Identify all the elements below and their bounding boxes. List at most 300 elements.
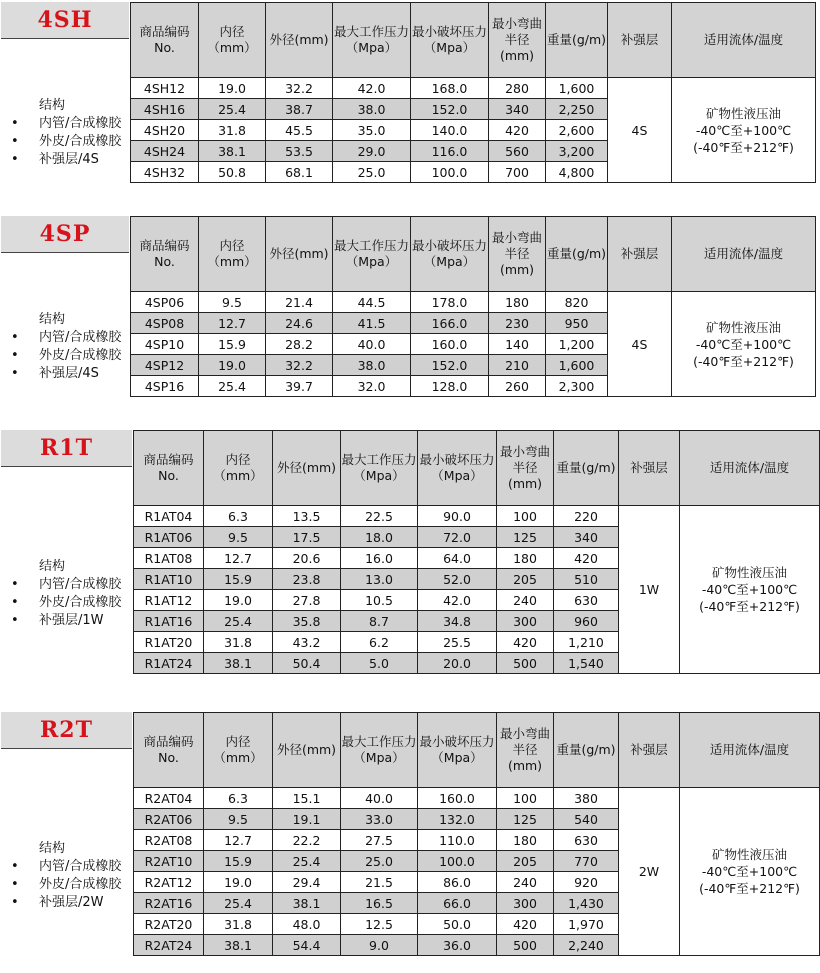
- cell-working-pressure: 25.0: [341, 851, 418, 872]
- cell-product-code: R2AT20: [134, 914, 204, 935]
- cell-weight: 960: [554, 611, 619, 632]
- cell-product-code: 4SP06: [131, 292, 199, 313]
- cell-burst-pressure: 72.0: [418, 527, 497, 548]
- header-bend-radius: 最小弯曲半径(mm): [489, 3, 546, 78]
- structure-reinforcement: [1, 365, 129, 383]
- spec-block: [1, 430, 817, 682]
- cell-outer-diameter: 50.4: [273, 653, 341, 674]
- cell-product-code: 4SH12: [131, 78, 199, 99]
- bullet: •: [11, 366, 19, 381]
- cell-product-code: R1AT20: [134, 632, 204, 653]
- cell-product-code: 4SH24: [131, 141, 199, 162]
- structure-cover: [1, 594, 132, 612]
- cell-working-pressure: 16.5: [341, 893, 418, 914]
- header-weight: 重量(g/m): [554, 431, 619, 506]
- header-inner-diameter: 内径（mm）: [199, 3, 266, 78]
- cell-burst-pressure: 86.0: [418, 872, 497, 893]
- cell-working-pressure: 9.0: [341, 935, 418, 956]
- header-working-pressure: 最大工作压力（Mpa）: [333, 3, 411, 78]
- cell-product-code: R1AT06: [134, 527, 204, 548]
- series-title: 4SP: [1, 216, 129, 253]
- header-working-pressure: 最大工作压力（Mpa）: [341, 713, 418, 788]
- cell-product-code: R2AT24: [134, 935, 204, 956]
- cell-product-code: R2AT06: [134, 809, 204, 830]
- cell-working-pressure: 13.0: [341, 569, 418, 590]
- table-row: [134, 506, 820, 527]
- cell-weight: 540: [554, 809, 619, 830]
- header-outer-diameter: 外径(mm): [266, 3, 333, 78]
- cell-outer-diameter: 25.4: [273, 851, 341, 872]
- header-outer-diameter: 外径(mm): [273, 431, 341, 506]
- cell-inner-diameter: 25.4: [204, 611, 273, 632]
- cell-bend-radius: 500: [497, 653, 554, 674]
- bullet: •: [11, 152, 19, 167]
- header-product-code: 商品编码No.: [131, 217, 199, 292]
- cell-inner-diameter: 38.1: [204, 935, 273, 956]
- structure-cover: [1, 347, 129, 365]
- header-outer-diameter: 外径(mm): [273, 713, 341, 788]
- header-inner-diameter: 内径（mm）: [204, 713, 273, 788]
- bullet: •: [11, 116, 19, 131]
- bullet: •: [11, 877, 19, 892]
- cell-weight: 1,210: [554, 632, 619, 653]
- fluid-temp-fahrenheit: (-40℉至+212℉): [693, 139, 794, 155]
- cell-inner-diameter: 25.4: [199, 376, 266, 397]
- cell-burst-pressure: 64.0: [418, 548, 497, 569]
- structure-inner-tube: [1, 858, 132, 876]
- cell-working-pressure: 40.0: [333, 334, 411, 355]
- cell-bend-radius: 125: [497, 809, 554, 830]
- structure-inner-tube-text: 内管/合成橡胶: [39, 859, 122, 874]
- structure-inner-tube: [1, 576, 132, 594]
- cell-inner-diameter: 31.8: [199, 120, 266, 141]
- cell-working-pressure: 32.0: [333, 376, 411, 397]
- cell-product-code: R1AT10: [134, 569, 204, 590]
- cell-burst-pressure: 52.0: [418, 569, 497, 590]
- header-fluid-temperature: 适用流体/温度: [672, 217, 816, 292]
- structure-title: 结构: [39, 559, 66, 574]
- cell-weight: 1,200: [546, 334, 608, 355]
- cell-working-pressure: 18.0: [341, 527, 418, 548]
- cell-burst-pressure: 42.0: [418, 590, 497, 611]
- cell-weight: 4,800: [546, 162, 608, 183]
- fluid-temp-celsius: -40℃至+100℃: [695, 122, 792, 138]
- cell-bend-radius: 205: [497, 569, 554, 590]
- fluid-temp-celsius: -40℃至+100℃: [701, 582, 798, 597]
- cell-burst-pressure: 110.0: [418, 830, 497, 851]
- header-row: [131, 3, 816, 78]
- cell-weight: 1,600: [546, 78, 608, 99]
- cell-bend-radius: 420: [497, 914, 554, 935]
- cell-burst-pressure: 168.0: [411, 78, 489, 99]
- cell-inner-diameter: 38.1: [204, 653, 273, 674]
- cell-working-pressure: 8.7: [341, 611, 418, 632]
- header-product-code: 商品编码No.: [131, 3, 199, 78]
- cell-weight: 2,240: [554, 935, 619, 956]
- spec-table: [133, 430, 820, 674]
- cell-product-code: R1AT08: [134, 548, 204, 569]
- cell-working-pressure: 21.5: [341, 872, 418, 893]
- cell-weight: 2,600: [546, 120, 608, 141]
- cell-product-code: R1AT16: [134, 611, 204, 632]
- cell-burst-pressure: 152.0: [411, 355, 489, 376]
- header-row: [134, 431, 820, 506]
- cell-burst-pressure: 116.0: [411, 141, 489, 162]
- spec-table: [133, 712, 820, 956]
- cell-outer-diameter: 38.1: [273, 893, 341, 914]
- cell-working-pressure: 6.2: [341, 632, 418, 653]
- structure-reinforcement-text: 补强层/4S: [39, 366, 99, 381]
- cell-bend-radius: 180: [489, 292, 546, 313]
- header-weight: 重量(g/m): [546, 217, 608, 292]
- reinforcement-cell: 2W: [619, 788, 680, 956]
- structure-cover-text: 外皮/合成橡胶: [39, 595, 122, 610]
- header-reinforcement: 补强层: [608, 3, 672, 78]
- cell-weight: 1,540: [554, 653, 619, 674]
- cell-working-pressure: 22.5: [341, 506, 418, 527]
- cell-bend-radius: 210: [489, 355, 546, 376]
- bullet: •: [11, 577, 19, 592]
- cell-bend-radius: 240: [497, 872, 554, 893]
- cell-outer-diameter: 28.2: [266, 334, 333, 355]
- reinforcement-cell: 4S: [608, 78, 672, 183]
- cell-product-code: 4SH32: [131, 162, 199, 183]
- structure-reinforcement: [1, 894, 132, 912]
- fluid-temperature-cell: [672, 78, 816, 183]
- cell-outer-diameter: 54.4: [273, 935, 341, 956]
- header-fluid-temperature: 适用流体/温度: [672, 3, 816, 78]
- cell-burst-pressure: 160.0: [418, 788, 497, 809]
- fluid-name: 矿物性液压油: [711, 847, 787, 862]
- cell-inner-diameter: 12.7: [204, 830, 273, 851]
- bullet: •: [11, 595, 19, 610]
- header-weight: 重量(g/m): [554, 713, 619, 788]
- cell-product-code: 4SP16: [131, 376, 199, 397]
- structure-reinforcement: [1, 612, 132, 630]
- cell-burst-pressure: 25.5: [418, 632, 497, 653]
- cell-weight: 820: [546, 292, 608, 313]
- cell-burst-pressure: 90.0: [418, 506, 497, 527]
- cell-weight: 1,970: [554, 914, 619, 935]
- cell-weight: 2,250: [546, 99, 608, 120]
- cell-bend-radius: 340: [489, 99, 546, 120]
- header-working-pressure: 最大工作压力（Mpa）: [333, 217, 411, 292]
- structure-cover-text: 外皮/合成橡胶: [39, 877, 122, 892]
- cell-inner-diameter: 19.0: [199, 78, 266, 99]
- header-reinforcement: 补强层: [619, 431, 680, 506]
- cell-inner-diameter: 9.5: [204, 809, 273, 830]
- cell-burst-pressure: 66.0: [418, 893, 497, 914]
- structure-inner-tube-text: 内管/合成橡胶: [39, 116, 122, 131]
- cell-working-pressure: 38.0: [333, 99, 411, 120]
- cell-inner-diameter: 38.1: [199, 141, 266, 162]
- cell-working-pressure: 40.0: [341, 788, 418, 809]
- fluid-temperature-cell: [680, 788, 820, 956]
- cell-bend-radius: 420: [489, 120, 546, 141]
- cell-outer-diameter: 22.2: [273, 830, 341, 851]
- cell-weight: 510: [554, 569, 619, 590]
- table-row: [131, 78, 816, 99]
- cell-product-code: R2AT04: [134, 788, 204, 809]
- spec-block: [1, 216, 817, 402]
- cell-outer-diameter: 23.8: [273, 569, 341, 590]
- cell-weight: 380: [554, 788, 619, 809]
- bullet: •: [11, 330, 19, 345]
- header-fluid-temperature: 适用流体/温度: [680, 713, 820, 788]
- header-row: [131, 217, 816, 292]
- structure-cover-text: 外皮/合成橡胶: [39, 348, 122, 363]
- cell-product-code: R1AT12: [134, 590, 204, 611]
- cell-bend-radius: 500: [497, 935, 554, 956]
- cell-inner-diameter: 12.7: [199, 313, 266, 334]
- cell-working-pressure: 38.0: [333, 355, 411, 376]
- header-bend-radius: 最小弯曲半径(mm): [497, 431, 554, 506]
- cell-outer-diameter: 13.5: [273, 506, 341, 527]
- cell-weight: 630: [554, 830, 619, 851]
- structure-reinforcement: [1, 151, 129, 169]
- cell-working-pressure: 35.0: [333, 120, 411, 141]
- cell-bend-radius: 180: [497, 548, 554, 569]
- cell-bend-radius: 700: [489, 162, 546, 183]
- structure-inner-tube-text: 内管/合成橡胶: [39, 577, 122, 592]
- cell-bend-radius: 280: [489, 78, 546, 99]
- cell-outer-diameter: 24.6: [266, 313, 333, 334]
- cell-outer-diameter: 43.2: [273, 632, 341, 653]
- header-bend-radius: 最小弯曲半径(mm): [489, 217, 546, 292]
- cell-product-code: 4SP10: [131, 334, 199, 355]
- cell-weight: 220: [554, 506, 619, 527]
- cell-working-pressure: 42.0: [333, 78, 411, 99]
- cell-weight: 1,600: [546, 355, 608, 376]
- cell-working-pressure: 12.5: [341, 914, 418, 935]
- structure-info: [1, 558, 132, 630]
- cell-inner-diameter: 15.9: [204, 569, 273, 590]
- spec-block: [1, 712, 817, 964]
- cell-inner-diameter: 25.4: [199, 99, 266, 120]
- header-burst-pressure: 最小破坏压力（Mpa）: [411, 3, 489, 78]
- fluid-temp-fahrenheit: (-40℉至+212℉): [699, 599, 800, 614]
- cell-bend-radius: 420: [497, 632, 554, 653]
- fluid-temp-fahrenheit: (-40℉至+212℉): [699, 881, 800, 896]
- bullet: •: [11, 895, 19, 910]
- cell-outer-diameter: 21.4: [266, 292, 333, 313]
- fluid-name: 矿物性液压油: [705, 319, 781, 335]
- cell-inner-diameter: 12.7: [204, 548, 273, 569]
- cell-inner-diameter: 31.8: [204, 914, 273, 935]
- cell-burst-pressure: 132.0: [418, 809, 497, 830]
- cell-weight: 950: [546, 313, 608, 334]
- header-row: [134, 713, 820, 788]
- cell-outer-diameter: 68.1: [266, 162, 333, 183]
- header-product-code: 商品编码No.: [134, 431, 204, 506]
- cell-product-code: 4SH16: [131, 99, 199, 120]
- fluid-temperature-cell: [680, 506, 820, 674]
- cell-outer-diameter: 20.6: [273, 548, 341, 569]
- spec-table: [130, 216, 816, 397]
- header-weight: 重量(g/m): [546, 3, 608, 78]
- cell-burst-pressure: 100.0: [418, 851, 497, 872]
- cell-inner-diameter: 15.9: [204, 851, 273, 872]
- cell-outer-diameter: 53.5: [266, 141, 333, 162]
- cell-weight: 920: [554, 872, 619, 893]
- structure-title: 结构: [39, 312, 66, 327]
- structure-reinforcement-text: 补强层/2W: [39, 895, 104, 910]
- spec-block: [1, 2, 817, 188]
- cell-bend-radius: 300: [497, 893, 554, 914]
- cell-burst-pressure: 166.0: [411, 313, 489, 334]
- cell-weight: 420: [554, 548, 619, 569]
- cell-working-pressure: 27.5: [341, 830, 418, 851]
- cell-burst-pressure: 178.0: [411, 292, 489, 313]
- structure-cover: [1, 133, 129, 151]
- cell-bend-radius: 300: [497, 611, 554, 632]
- cell-product-code: R2AT16: [134, 893, 204, 914]
- cell-inner-diameter: 19.0: [204, 590, 273, 611]
- header-reinforcement: 补强层: [619, 713, 680, 788]
- structure-inner-tube-text: 内管/合成橡胶: [39, 330, 122, 345]
- spec-table: [130, 2, 816, 183]
- cell-product-code: 4SH20: [131, 120, 199, 141]
- cell-working-pressure: 10.5: [341, 590, 418, 611]
- cell-burst-pressure: 50.0: [418, 914, 497, 935]
- fluid-temp-fahrenheit: (-40℉至+212℉): [693, 353, 794, 369]
- cell-burst-pressure: 20.0: [418, 653, 497, 674]
- cell-outer-diameter: 19.1: [273, 809, 341, 830]
- cell-bend-radius: 125: [497, 527, 554, 548]
- fluid-temp-celsius: -40℃至+100℃: [701, 864, 798, 879]
- cell-inner-diameter: 19.0: [199, 355, 266, 376]
- header-burst-pressure: 最小破坏压力（Mpa）: [418, 431, 497, 506]
- cell-burst-pressure: 36.0: [418, 935, 497, 956]
- cell-outer-diameter: 32.2: [266, 78, 333, 99]
- cell-outer-diameter: 29.4: [273, 872, 341, 893]
- bullet: •: [11, 134, 19, 149]
- structure-title: 结构: [39, 98, 66, 113]
- cell-product-code: R1AT24: [134, 653, 204, 674]
- cell-bend-radius: 205: [497, 851, 554, 872]
- cell-weight: 630: [554, 590, 619, 611]
- cell-product-code: R1AT04: [134, 506, 204, 527]
- cell-bend-radius: 260: [489, 376, 546, 397]
- table-row: [131, 292, 816, 313]
- cell-bend-radius: 100: [497, 788, 554, 809]
- header-product-code: 商品编码No.: [134, 713, 204, 788]
- cell-inner-diameter: 9.5: [204, 527, 273, 548]
- reinforcement-cell: 4S: [608, 292, 672, 397]
- cell-outer-diameter: 48.0: [273, 914, 341, 935]
- cell-weight: 770: [554, 851, 619, 872]
- cell-working-pressure: 5.0: [341, 653, 418, 674]
- cell-bend-radius: 180: [497, 830, 554, 851]
- cell-outer-diameter: 15.1: [273, 788, 341, 809]
- cell-inner-diameter: 31.8: [204, 632, 273, 653]
- structure-reinforcement-text: 补强层/1W: [39, 613, 104, 628]
- structure-inner-tube: [1, 329, 129, 347]
- cell-burst-pressure: 152.0: [411, 99, 489, 120]
- header-inner-diameter: 内径（mm）: [199, 217, 266, 292]
- fluid-name: 矿物性液压油: [705, 105, 781, 121]
- cell-bend-radius: 560: [489, 141, 546, 162]
- fluid-temperature-cell: [672, 292, 816, 397]
- cell-inner-diameter: 6.3: [204, 506, 273, 527]
- structure-title: 结构: [39, 841, 66, 856]
- cell-inner-diameter: 25.4: [204, 893, 273, 914]
- cell-bend-radius: 240: [497, 590, 554, 611]
- cell-inner-diameter: 50.8: [199, 162, 266, 183]
- header-outer-diameter: 外径(mm): [266, 217, 333, 292]
- cell-burst-pressure: 34.8: [418, 611, 497, 632]
- structure-reinforcement-text: 补强层/4S: [39, 152, 99, 167]
- header-working-pressure: 最大工作压力（Mpa）: [341, 431, 418, 506]
- header-burst-pressure: 最小破坏压力（Mpa）: [411, 217, 489, 292]
- cell-outer-diameter: 45.5: [266, 120, 333, 141]
- cell-burst-pressure: 160.0: [411, 334, 489, 355]
- table-row: [134, 788, 820, 809]
- fluid-name: 矿物性液压油: [711, 565, 787, 580]
- reinforcement-cell: 1W: [619, 506, 680, 674]
- structure-info: [1, 97, 129, 169]
- structure-cover-text: 外皮/合成橡胶: [39, 134, 122, 149]
- bullet: •: [11, 348, 19, 363]
- cell-burst-pressure: 100.0: [411, 162, 489, 183]
- cell-bend-radius: 100: [497, 506, 554, 527]
- cell-working-pressure: 44.5: [333, 292, 411, 313]
- structure-inner-tube: [1, 115, 129, 133]
- bullet: •: [11, 859, 19, 874]
- cell-product-code: 4SP08: [131, 313, 199, 334]
- cell-working-pressure: 25.0: [333, 162, 411, 183]
- cell-outer-diameter: 35.8: [273, 611, 341, 632]
- cell-bend-radius: 230: [489, 313, 546, 334]
- header-fluid-temperature: 适用流体/温度: [680, 431, 820, 506]
- header-inner-diameter: 内径（mm）: [204, 431, 273, 506]
- cell-inner-diameter: 19.0: [204, 872, 273, 893]
- cell-working-pressure: 16.0: [341, 548, 418, 569]
- cell-product-code: R2AT10: [134, 851, 204, 872]
- structure-info: [1, 840, 132, 912]
- structure-cover: [1, 876, 132, 894]
- cell-weight: 340: [554, 527, 619, 548]
- series-title: R1T: [1, 430, 132, 467]
- cell-working-pressure: 33.0: [341, 809, 418, 830]
- cell-weight: 2,300: [546, 376, 608, 397]
- structure-info: [1, 311, 129, 383]
- cell-inner-diameter: 9.5: [199, 292, 266, 313]
- cell-product-code: R2AT08: [134, 830, 204, 851]
- cell-inner-diameter: 6.3: [204, 788, 273, 809]
- cell-weight: 3,200: [546, 141, 608, 162]
- series-title: R2T: [1, 712, 132, 749]
- fluid-temp-celsius: -40℃至+100℃: [695, 336, 792, 352]
- cell-weight: 1,430: [554, 893, 619, 914]
- cell-bend-radius: 140: [489, 334, 546, 355]
- cell-working-pressure: 41.5: [333, 313, 411, 334]
- cell-outer-diameter: 38.7: [266, 99, 333, 120]
- header-burst-pressure: 最小破坏压力（Mpa）: [418, 713, 497, 788]
- cell-outer-diameter: 27.8: [273, 590, 341, 611]
- cell-product-code: 4SP12: [131, 355, 199, 376]
- bullet: •: [11, 613, 19, 628]
- cell-outer-diameter: 39.7: [266, 376, 333, 397]
- cell-working-pressure: 29.0: [333, 141, 411, 162]
- cell-outer-diameter: 17.5: [273, 527, 341, 548]
- cell-outer-diameter: 32.2: [266, 355, 333, 376]
- series-title: 4SH: [1, 2, 129, 39]
- cell-burst-pressure: 140.0: [411, 120, 489, 141]
- header-bend-radius: 最小弯曲半径(mm): [497, 713, 554, 788]
- cell-product-code: R2AT12: [134, 872, 204, 893]
- cell-burst-pressure: 128.0: [411, 376, 489, 397]
